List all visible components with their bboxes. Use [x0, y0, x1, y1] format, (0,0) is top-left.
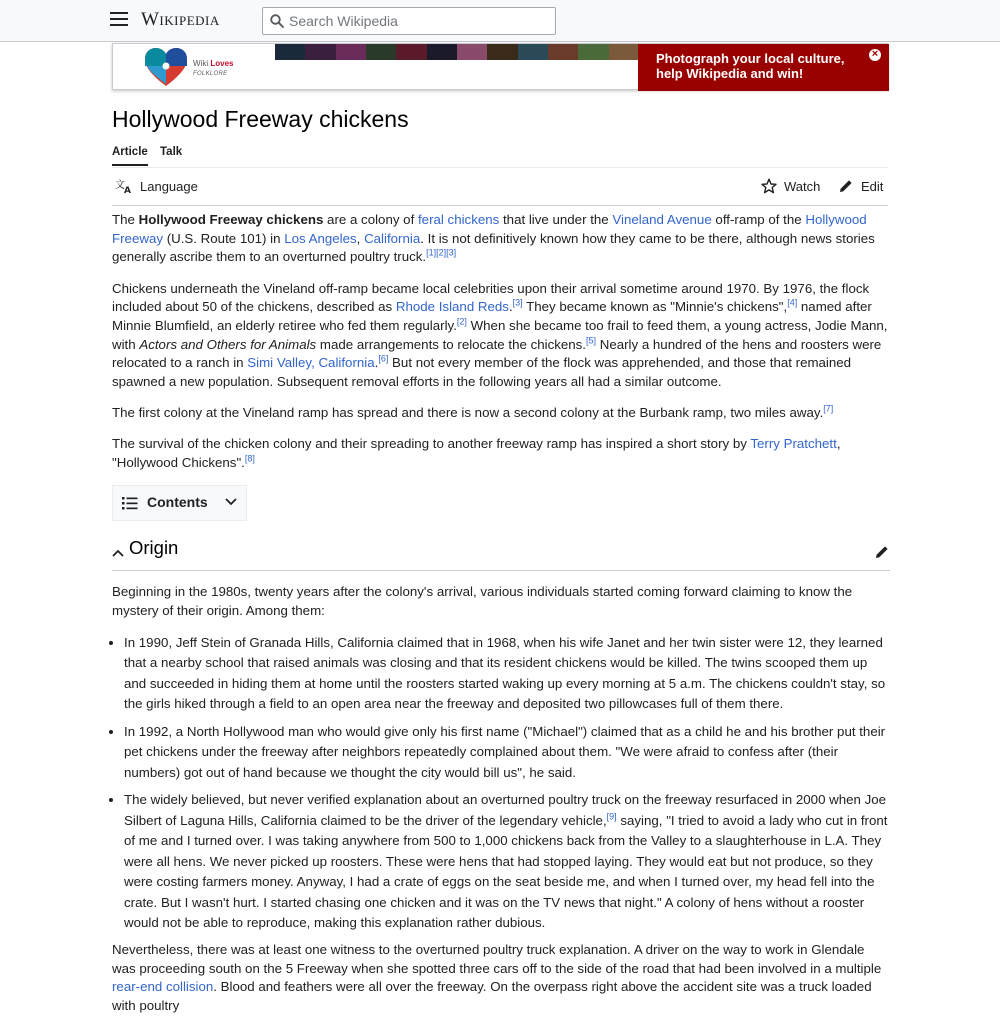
origin-claims-list [124, 633, 890, 934]
text: , [356, 230, 365, 246]
link-simi-valley[interactable]: Simi Valley, California [247, 355, 375, 371]
close-banner-icon[interactable]: × [868, 48, 882, 62]
tab-article[interactable]: Article [112, 146, 148, 166]
text: Nevertheless, there was at least one witness to the overturned poultry truck explanation. A driver on the way to work in Glendale was proceeding south on the 5 Freeway when she spotted three cars off to the side of the road that had been involved in a multiple [112, 941, 882, 976]
text: . It is not definitively known how they came to be there, although news stories generally ascribe them to an overturned poultry truck. [112, 230, 875, 265]
link-vineland-avenue[interactable]: Vineland Avenue [612, 212, 712, 227]
text: made arrangements to relocate the chickens. [316, 336, 586, 352]
star-icon [761, 178, 777, 194]
wikipedia-logo[interactable]: Wikipedia [141, 9, 220, 30]
text: The first colony at the Vineland ramp has spread and there is now a second colony at the Burbank ramp, two miles away. [112, 405, 824, 421]
list-item: • In 1990, Jeff Stein of Granada Hills, California claimed that in 1968, when his wife Janet and her twin sister were 12, they learned that a nearby school that raised animals was closing and that its resident chickens would be killed. The twins scooped them up and succeeded in hiding them at home until the roosters started waking up every morning at 5 a.m. The chickens couldn't stay, so the girls hiked through a field to an open area near the freeway and deposited two pillowcases full of them there. [124, 633, 890, 715]
section-title: Origin [129, 537, 179, 558]
wiki-loves-folklore-logo [143, 46, 243, 88]
pencil-icon[interactable] [874, 544, 890, 560]
link-terry-pratchett[interactable]: Terry Pratchett [750, 436, 837, 452]
intro-paragraph-3 [112, 404, 890, 423]
search-box[interactable] [262, 7, 556, 35]
text: . [508, 299, 513, 315]
text: Chickens underneath the Vineland off-ramp became local celebrities upon their arrival sometime around 1970. By 1976, the flock included about 50 of the chickens, described as [112, 280, 870, 315]
citation-ref[interactable]: [2] [456, 316, 467, 327]
intro-paragraph-2 [112, 280, 890, 392]
text: The widely believed, but never verified explanation about an overturned poultry truck on the freeway resurfaced in 2000 when Joe Silbert of Laguna Hills, California claimed to be the driver of the legendary vehicle, [124, 792, 887, 828]
logo-word-folklore: FOLKLORE [193, 71, 228, 77]
banner-call-to-action[interactable] [638, 44, 889, 91]
contents-label: Contents [147, 494, 208, 510]
article-subject: Hollywood Freeway chickens [138, 212, 324, 227]
text: , "Hollywood Chickens". [112, 436, 841, 470]
search-input[interactable] [289, 11, 549, 31]
link-california[interactable]: California [364, 230, 421, 246]
link-rear-end-collision[interactable]: rear-end collision [112, 979, 214, 995]
link-los-angeles[interactable]: Los Angeles [284, 230, 357, 246]
language-icon [115, 178, 133, 194]
logo-word-wiki: Wiki [193, 59, 209, 68]
contents-toggle[interactable] [112, 485, 247, 521]
text: that live under the [499, 212, 613, 227]
citation-ref[interactable]: [3] [512, 297, 523, 308]
language-label: Language [140, 178, 198, 194]
banner-cta-line1: Photograph your local culture, [656, 51, 845, 66]
edit-button[interactable] [838, 178, 883, 194]
citation-ref[interactable]: [7] [823, 403, 834, 414]
edit-label: Edit [861, 178, 884, 194]
banner-cta-line2: help Wikipedia and win! [656, 66, 804, 81]
banner-logo-text [193, 59, 233, 79]
origin-intro: Beginning in the 1980s, twenty years after the colony's arrival, various individuals started coming forward claiming to know the mystery of their origin. Among them: [112, 584, 853, 618]
tab-talk[interactable]: Talk [160, 146, 183, 158]
text: But not every member of the flock was apprehended, and those that remained spawned a new population. Subsequent removal efforts in the following years all had a similar outcome. [112, 355, 852, 390]
citation-refs[interactable]: [1][2][3] [426, 247, 457, 258]
text: Nearly a hundred of the hens and roosters were relocated to a ranch in [112, 336, 882, 371]
svg-text:A: A [124, 186, 131, 196]
intro-paragraph-1 [112, 211, 890, 267]
banner-photo-strip [275, 44, 639, 60]
list-item: • In 1992, a North Hollywood man who would give only his first name ("Michael") claimed that as a child he and his brother put their pet chickens under the freeway after neighbors repeatedly complained about them. "We were afraid to confess after (their numbers) got out of hand because we thought the city would bill us", he said. [124, 722, 890, 784]
pencil-icon [838, 178, 854, 194]
citation-ref[interactable]: [6] [378, 353, 389, 364]
text: saying, "I tried to avoid a lady who cut in front of me and I turned over. I was taking anywhere from 500 to 1,000 chickens back from the Valley to a slaughterhouse in L.A. They were all hens. We never picked up roosters. These were hens that had stopped laying. They would eat but not produce, so they were costing farmers money. Anyway, I had a crate of eggs on the seat beside me, and when I turned over, my head fell into the crate. But I wasn't hurt. I started chasing one chicken and it was on the TV news that night." A colony of hens without a rooster would not be able to reproduce, making this explanation rather dubious. [124, 812, 888, 931]
link-feral-chickens[interactable]: feral chickens [417, 212, 500, 227]
text: named after Minnie Blumfield, an elderly retiree who fed them regularly. [112, 299, 872, 333]
organization-name: Actors and Others for Animals [139, 336, 317, 352]
page-tabs [112, 145, 888, 168]
chevron-down-icon [225, 498, 237, 506]
citation-ref[interactable]: [9] [606, 811, 617, 822]
svg-text:文: 文 [115, 180, 125, 191]
article-body [112, 211, 890, 1028]
text: are a colony of [323, 212, 418, 227]
search-icon [270, 14, 284, 28]
list-icon [122, 496, 138, 510]
text: The survival of the chicken colony and their spreading to another freeway ramp has inspired a short story by [112, 436, 751, 452]
chevron-up-icon[interactable] [112, 549, 124, 557]
text: off-ramp of the [711, 212, 806, 227]
section-heading-origin [112, 537, 890, 571]
list-item [124, 790, 890, 934]
citation-ref[interactable]: [5] [586, 335, 597, 346]
page-title: Hollywood Freeway chickens [112, 106, 409, 132]
logo-word-loves: Loves [210, 59, 234, 68]
text: The [112, 212, 139, 227]
language-button[interactable] [115, 178, 198, 194]
puzzle-heart-icon [143, 46, 189, 88]
text: . [374, 355, 379, 371]
link-hollywood-freeway[interactable]: Hollywood Freeway [112, 212, 867, 246]
intro-paragraph-4 [112, 435, 890, 472]
text: (U.S. Route 101) in [163, 230, 285, 246]
text: They became known as "Minnie's chickens", [522, 299, 788, 315]
link-rhode-island-reds[interactable]: Rhode Island Reds [395, 299, 509, 315]
watch-label: Watch [784, 178, 821, 194]
citation-ref[interactable]: [4] [787, 297, 798, 308]
origin-paragraph [112, 941, 890, 1016]
text: . Blood and feathers were all over the freeway. On the overpass right above the accident site was a truck loaded with poultry [112, 979, 872, 1013]
text: When she became too frail to feed them, a young actress, Jodie Mann, with [112, 317, 888, 352]
main-menu-icon[interactable] [110, 12, 128, 28]
citation-ref[interactable]: [8] [244, 453, 255, 464]
watch-button[interactable] [761, 178, 820, 194]
page-toolbar [112, 169, 888, 206]
top-header [0, 0, 1000, 42]
campaign-banner[interactable] [112, 43, 888, 90]
